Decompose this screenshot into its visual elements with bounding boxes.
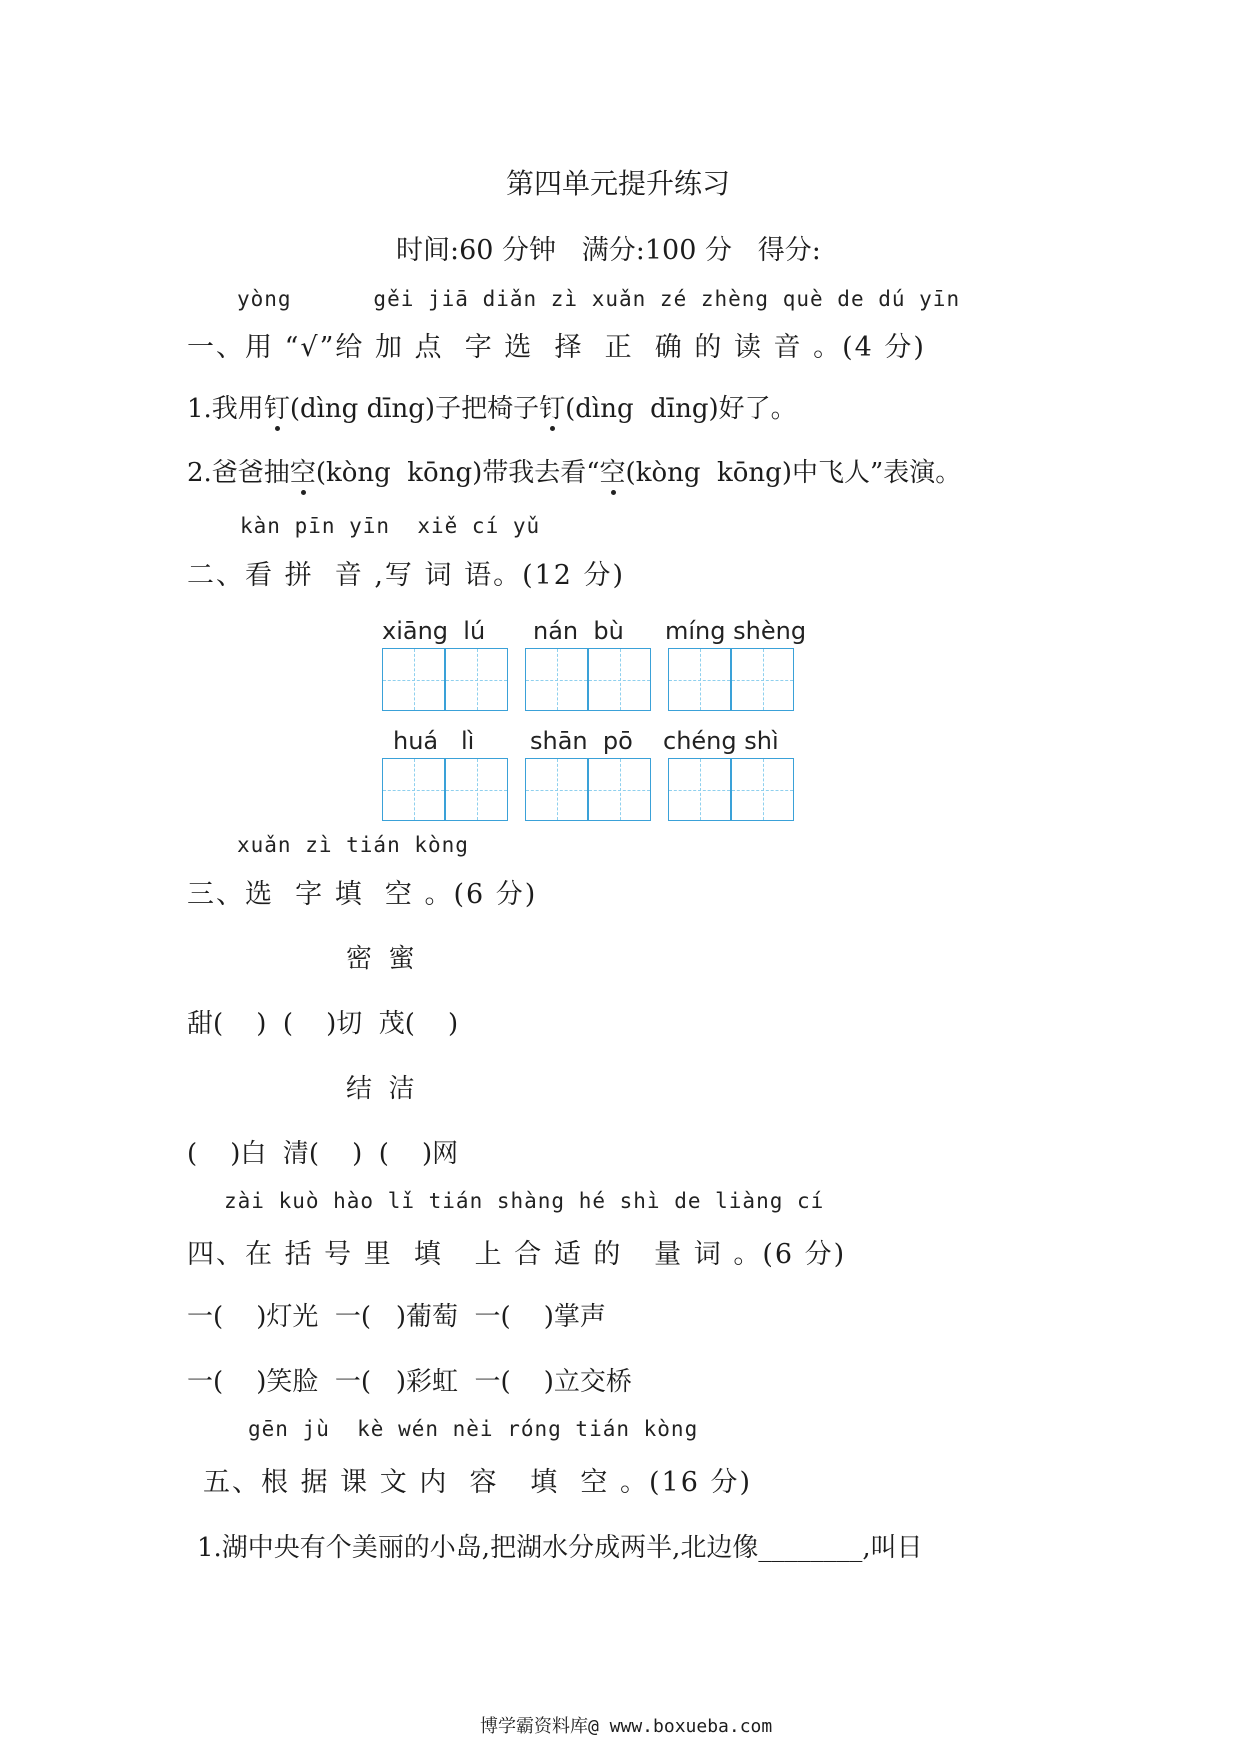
writing-box[interactable]: [731, 648, 794, 711]
footer-watermark: 博学霸资料库@ www.boxueba.com: [480, 1716, 773, 1737]
section3-pinyin: xuǎn zì tián kòng: [237, 833, 469, 857]
section4-line-1: 一( )灯光 一( )葡萄 一( )掌声: [187, 1302, 606, 1332]
writing-box[interactable]: [525, 758, 588, 821]
q1-mid: (dìng dīng)子把椅子: [289, 394, 540, 424]
section4-heading: 四、在 括 号 里 填 上 合 适 的 量 词 。(6 分): [187, 1239, 847, 1270]
writing-box[interactable]: [382, 758, 445, 821]
section5-heading: 五、根 据 课 文 内 容 填 空 。(16 分): [203, 1467, 752, 1498]
writing-box[interactable]: [525, 648, 588, 711]
q2-tail: (kòng kōng)中飞人”表演。: [625, 458, 962, 488]
grid-pinyin-5: shān pō: [530, 727, 633, 755]
q1-dotted-char-1: 钉: [263, 394, 290, 424]
grid-pinyin-2: nán bù: [533, 617, 624, 645]
section4-line-2: 一( )笑脸 一( )彩虹 一( )立交桥: [187, 1367, 632, 1397]
section3-line-2: ( )白 清( ) ( )网: [187, 1139, 459, 1169]
exam-meta: 时间:60 分钟 满分:100 分 得分:: [396, 235, 821, 266]
q2-prefix: 2.爸爸抽: [187, 458, 290, 488]
section3-heading: 三、选 字 填 空 。(6 分): [187, 879, 538, 910]
grid-pinyin-3: míng shèng: [665, 617, 807, 645]
writing-box[interactable]: [588, 648, 651, 711]
q1-dotted-char-2: 钉: [539, 394, 566, 424]
section1-question-1: [187, 388, 797, 425]
page-title: 第四单元提升练习: [506, 167, 731, 200]
q1-prefix: 1.我用: [187, 394, 264, 424]
section3-choices-2: 结 洁: [346, 1074, 415, 1104]
q2-dotted-char-1: 空: [289, 458, 316, 488]
section2-pinyin: kàn pīn yīn xiě cí yǔ: [240, 514, 541, 538]
section1-pinyin: yòng gěi jiā diǎn zì xuǎn zé zhèng què de dú yīn: [237, 287, 961, 311]
writing-box[interactable]: [382, 648, 445, 711]
grid-pinyin-1: xiāng lú: [382, 617, 486, 645]
q2-mid: (kòng kōng)带我去看“: [315, 458, 600, 488]
q1-tail: (dìng dīng)好了。: [565, 394, 797, 424]
section5-pinyin: gēn jù kè wén nèi róng tián kòng: [248, 1417, 699, 1441]
section2-heading: 二、看 拼 音 ,写 词 语。(12 分): [187, 560, 626, 591]
section3-choices-1: 密 蜜: [346, 944, 415, 974]
writing-box[interactable]: [445, 758, 508, 821]
section1-question-2: [187, 452, 961, 489]
writing-box[interactable]: [588, 758, 651, 821]
section4-pinyin: zài kuò hào lǐ tián shàng hé shì de liàng cí: [224, 1189, 825, 1213]
section5-question-1: 1.湖中央有个美丽的小岛,把湖水分成两半,北边像________,叫日: [197, 1533, 923, 1563]
writing-box[interactable]: [731, 758, 794, 821]
grid-pinyin-6: chéng shì: [663, 727, 779, 755]
grid-pinyin-4: huá lì: [393, 727, 475, 755]
q2-dotted-char-2: 空: [599, 458, 626, 488]
writing-box[interactable]: [445, 648, 508, 711]
section1-heading: 一、用 “√”给 加 点 字 选 择 正 确 的 读 音 。(4 分): [187, 332, 926, 363]
writing-box[interactable]: [668, 758, 731, 821]
writing-box[interactable]: [668, 648, 731, 711]
section3-line-1: 甜( ) ( )切 茂( ): [187, 1009, 459, 1039]
